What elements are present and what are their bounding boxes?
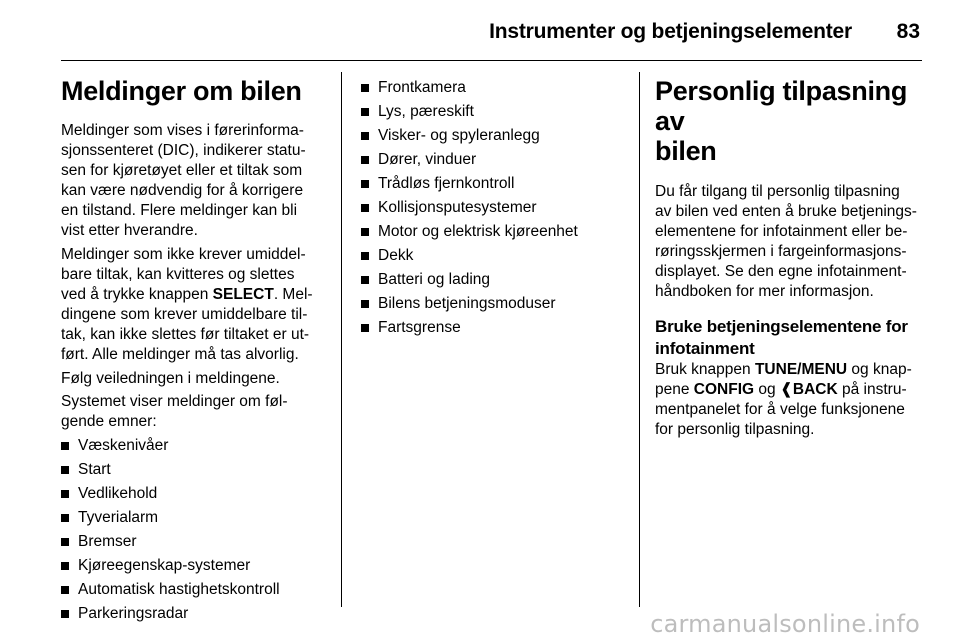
text-line: vist etter hverandre. — [61, 222, 198, 239]
list-item — [361, 102, 629, 122]
bullet-square-icon — [361, 156, 369, 164]
text-line: bare tiltak, kan kvitteres og slettes — [61, 266, 295, 283]
list-item — [61, 484, 331, 504]
list-item-text: Trådløs fjernkontroll — [378, 175, 515, 192]
section-heading-personalization — [655, 76, 927, 166]
back-button-label: ❰BACK — [779, 381, 838, 398]
list-item — [361, 198, 629, 218]
heading-line: bilen — [655, 136, 717, 166]
text-line: sjonssenteret (DIC), indikerer statu- — [61, 142, 306, 159]
section-heading-vehicle-messages: Meldinger om bilen — [61, 76, 302, 106]
text-line: displayet. Se den egne infotainment- — [655, 263, 907, 280]
list-item-text: Visker- og spyleranlegg — [378, 127, 540, 144]
list-item-text: Bilens betjeningsmoduser — [378, 295, 556, 312]
bullet-square-icon — [61, 562, 69, 570]
text-line: mentpanelet for å velge funksjonene — [655, 401, 905, 418]
text-line: på instru- — [837, 381, 907, 398]
infotainment-controls-paragraph — [655, 360, 927, 440]
header-rule — [61, 60, 922, 61]
bullet-square-icon — [61, 442, 69, 450]
topics-intro-paragraph — [61, 392, 331, 432]
intro-paragraph — [61, 121, 331, 241]
text-line: Bruk knappen — [655, 361, 755, 378]
select-button-label: SELECT — [212, 286, 274, 303]
list-item-text: Kollisjonsputesystemer — [378, 199, 537, 216]
text-line: Meldinger som vises i førerinforma- — [61, 122, 304, 139]
list-item-text: Dekk — [378, 247, 414, 264]
message-topics-list-2 — [361, 78, 629, 338]
list-item-text: Lys, pæreskift — [378, 103, 474, 120]
column-2 — [361, 78, 629, 342]
text-line: gende emner: — [61, 413, 157, 430]
list-item-text: Start — [78, 461, 111, 478]
column-divider-1 — [341, 72, 342, 607]
bullet-square-icon — [361, 204, 369, 212]
list-item — [61, 604, 331, 624]
list-item-text: Batteri og lading — [378, 271, 491, 288]
bullet-square-icon — [361, 228, 369, 236]
bullet-square-icon — [61, 538, 69, 546]
list-item — [61, 532, 331, 552]
list-item — [61, 508, 331, 528]
list-item — [361, 126, 629, 146]
personalization-paragraph — [655, 182, 927, 302]
list-item — [361, 150, 629, 170]
subheading-infotainment-controls — [655, 316, 927, 360]
config-button-label: CONFIG — [693, 381, 755, 398]
bullet-square-icon — [61, 514, 69, 522]
text-line: dingene som krever umiddelbare til- — [61, 306, 308, 323]
text-line: elementene for infotainment eller be- — [655, 223, 908, 240]
list-item — [61, 436, 331, 456]
list-item-text: Kjøreegenskap-systemer — [78, 557, 251, 574]
follow-guidance-paragraph: Følg veiledningen i meldingene. — [61, 370, 280, 387]
column-divider-2 — [639, 72, 640, 607]
list-item — [361, 318, 629, 338]
bullet-square-icon — [361, 276, 369, 284]
heading-line: Bruke betjeningselementene for — [655, 317, 908, 336]
list-item — [361, 294, 629, 314]
text-line: Systemet viser meldinger om føl- — [61, 393, 288, 410]
column-3 — [655, 76, 927, 444]
running-header-title: Instrumenter og betjeningselementer — [489, 20, 852, 43]
text-line: ført. Alle meldinger må tas alvorlig. — [61, 346, 299, 363]
list-item — [361, 246, 629, 266]
text-line: håndboken for mer informasjon. — [655, 283, 874, 300]
bullet-square-icon — [61, 610, 69, 618]
tune-menu-button-label: TUNE/MENU — [754, 361, 848, 378]
text-line: og knap- — [847, 361, 912, 378]
list-item — [61, 580, 331, 600]
list-item-text: Tyverialarm — [78, 509, 159, 526]
bullet-square-icon — [361, 84, 369, 92]
list-item — [361, 270, 629, 290]
text-line: Du får tilgang til personlig tilpasning — [655, 183, 900, 200]
list-item-text: Væskenivåer — [78, 437, 169, 454]
text-line: tak, kan ikke slettes før tiltaket er ut- — [61, 326, 310, 343]
heading-line: Personlig tilpasning av — [655, 76, 908, 136]
page-number: 83 — [896, 20, 920, 43]
column-1 — [61, 76, 331, 628]
bullet-square-icon — [361, 108, 369, 116]
acknowledge-paragraph — [61, 245, 331, 365]
bullet-square-icon — [361, 132, 369, 140]
bullet-square-icon — [361, 324, 369, 332]
bullet-square-icon — [361, 180, 369, 188]
text-line: røringsskjermen i fargeinformasjons- — [655, 243, 907, 260]
bullet-square-icon — [361, 300, 369, 308]
list-item — [61, 460, 331, 480]
text-line: av bilen ved enten å bruke betjenings- — [655, 203, 917, 220]
text-line: og — [754, 381, 780, 398]
list-item — [361, 78, 629, 98]
text-line: kan være nødvendig for å korrigere — [61, 182, 304, 199]
bullet-square-icon — [61, 490, 69, 498]
bullet-square-icon — [361, 252, 369, 260]
list-item-text: Frontkamera — [378, 79, 466, 96]
list-item-text: Motor og elektrisk kjøreenhet — [378, 223, 578, 240]
list-item-text: Parkeringsradar — [78, 605, 189, 622]
list-item-text: Vedlikehold — [78, 485, 158, 502]
text-line: sen for kjøretøyet eller et tiltak som — [61, 162, 303, 179]
list-item-text: Bremser — [78, 533, 137, 550]
text-line: Meldinger som ikke krever umiddel- — [61, 246, 306, 263]
text-line: en tilstand. Flere meldinger kan bli — [61, 202, 298, 219]
list-item — [61, 556, 331, 576]
text-line: . Mel- — [273, 286, 313, 303]
list-item — [361, 174, 629, 194]
list-item — [361, 222, 629, 242]
text-line: for personlig tilpasning. — [655, 421, 815, 438]
bullet-square-icon — [61, 466, 69, 474]
list-item-text: Fartsgrense — [378, 319, 461, 336]
bullet-square-icon — [61, 586, 69, 594]
text-line: ved å trykke knappen — [61, 286, 213, 303]
watermark-text: carmanualsonline.info — [650, 610, 920, 638]
heading-line: infotainment — [655, 339, 755, 358]
list-item-text: Dører, vinduer — [378, 151, 477, 168]
text-line: pene — [655, 381, 694, 398]
message-topics-list-1 — [61, 436, 331, 624]
list-item-text: Automatisk hastighetskontroll — [78, 581, 280, 598]
